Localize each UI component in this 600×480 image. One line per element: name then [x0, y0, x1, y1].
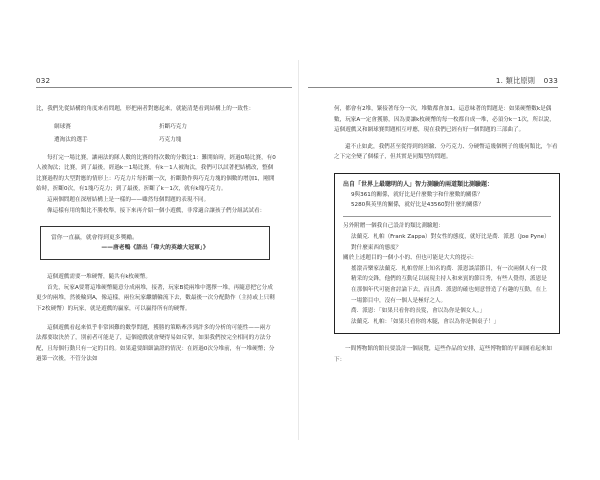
story-line: 關於上述題目的一個小小的、但也可能是大大的提示：	[343, 255, 478, 262]
analogy-term: 巧克力塊	[159, 136, 182, 143]
challenge-divider	[343, 216, 551, 217]
right-paragraph: 還不止如此，我們甚至從得到的經驗、分巧克力、分硬幣這幾個例子的幾何類比，乍看之下完全變了個樣子，但其實是同類型的問題。	[334, 143, 558, 161]
left-paragraph: 這兩個問題在深層結構上是一樣的——雖然每個問題的表現不同。	[47, 196, 210, 203]
challenge-question: 5280與英里的關係，就好比是43560對什麼的關係？	[351, 202, 484, 209]
story-line: 法蘭克．札帕（Frank Zappa）對女性的態度，就好比是喬．派恩（Joe Pyne）對什麼東西的態度？	[351, 233, 550, 251]
left-paragraph: 像這樣有用的類比不勝枚舉，接下來再介紹一個小遊戲，非常適合讓孩子們分組試試看：	[47, 207, 266, 214]
analogy-table	[54, 121, 254, 147]
left-paragraph: 這個遊戲需要一堆硬幣，隨共有k枚硬幣。	[47, 274, 151, 281]
quote-text: 當你一直贏，就會得到更多獎勵。	[51, 235, 138, 242]
left-paragraph: 這個遊戲看起來似乎非常困難的數學問題，獲勝的策略牽涉到許多的分析的可能性——兩方法都要取決於了，別前者可能是了，這個遊戲就會變得易如反掌，如果我們按完全相同的方法分配，且每個行動只有一定的目的。如果還要細細論證的情況：在經過0次分堆前，有一堆硬幣；分過第一次後，不管分法如	[36, 324, 275, 363]
quote-box	[40, 226, 270, 260]
story-line: 另外附贈一個我自己設計的類比測驗題：	[343, 223, 444, 230]
left-paragraph: 比，我們先從結構的角度來看問題，形把兩者對應起來，就能清楚看到結構上的一致性：	[36, 106, 255, 112]
right-page-number: 033	[543, 76, 558, 85]
story-dialog: 喬．派恩：「如果只看你的長髮，會以為你是個女人。」	[351, 308, 486, 315]
right-page	[308, 0, 600, 480]
challenge-title: 出自「世界上最聰明的人」智力測驗的兩道類比測驗題：	[343, 180, 494, 188]
left-paragraph: 每打完一場比賽，讓兩法的隊人數的比賽的得次數的分數比1：難開始時，經過0場比賽，有0人被淘汰；比賽，到了最後，經過k－1場比賽，有k－1人被淘汰，我們可以試著把結構改，整個比賽過程的大型對應的情形上：巧克力片每折斷一次，折斷動作與巧克力塊的個數的增加1，剛開始時，折斷0次，有1塊巧克力；到了最後，折斷了k－1次，就有k塊巧克力。	[36, 154, 276, 193]
right-header-rule	[308, 87, 558, 88]
story-dialog: 法蘭克．札帕：「如果只看你的木腿，會以為你是個桌子！」	[351, 318, 500, 325]
analogy-term: 折斷巧克力	[159, 123, 187, 130]
quote-attribution: ——唐老鴨《語出「偉大的英雄大冠軍」》	[101, 245, 209, 252]
book-gutter	[298, 60, 299, 440]
right-paragraph: 一間博物館的館長要設計一個展覽，這些作品的安排，這些博物館的平面圖看起來如下：	[334, 346, 552, 363]
challenge-question: 9與361的關係，就好比是什麼數字和什麼數的關係？	[351, 191, 483, 198]
challenge-box	[334, 173, 560, 334]
analogy-term: 遭淘汰的選手	[54, 136, 88, 143]
right-page-header	[496, 76, 558, 86]
challenge-story	[343, 221, 551, 327]
left-paragraph: 首先，玩家A要將這堆硬幣隨意分成兩堆，接著，玩家B從兩堆中選擇一堆，再隨意把它分成更少的兩堆，然後輪到A，像這樣，兩位玩家繼續輪流下去，數最後一次分配動作（主持或上只剩下2枚硬幣）的玩家，就是遊戲的贏家，可以贏得所有的硬幣。	[36, 284, 275, 312]
left-header-rule	[36, 87, 292, 88]
left-page-number: 032	[36, 76, 51, 85]
story-line: 搖滾音樂家法蘭克．札帕曾經上知名的喬．派恩談話節目，有一次兩個人有一段精采的交鋒，他們的互動足以展現主持人和來賓的節目秀，有些人覺得，派恩是在那個年代可能會討論下去，而且喬．派恩的確也刻意營造了有趣的互動，在上一場節目中，沒有一個人是極好之人。	[351, 265, 547, 304]
left-page	[0, 0, 292, 480]
left-page-body	[36, 104, 276, 365]
right-page-body	[334, 104, 560, 366]
analogy-term: 網球賽	[54, 123, 71, 130]
chapter-title: 1. 類比原則	[495, 76, 536, 85]
right-paragraph: 何，都會有2堆，緊接著每分一次，堆數都會加1。這意味著的問題是：如果硬幣數k是偶數，玩家A一定會獲勝，因為要讓k枚硬幣的每一枚都自成一堆，必須分k－1次，所以說，這個遊戲又和網球賽問題相互呼應，現在我們已經有好一個問題的三部曲了。	[334, 106, 555, 134]
